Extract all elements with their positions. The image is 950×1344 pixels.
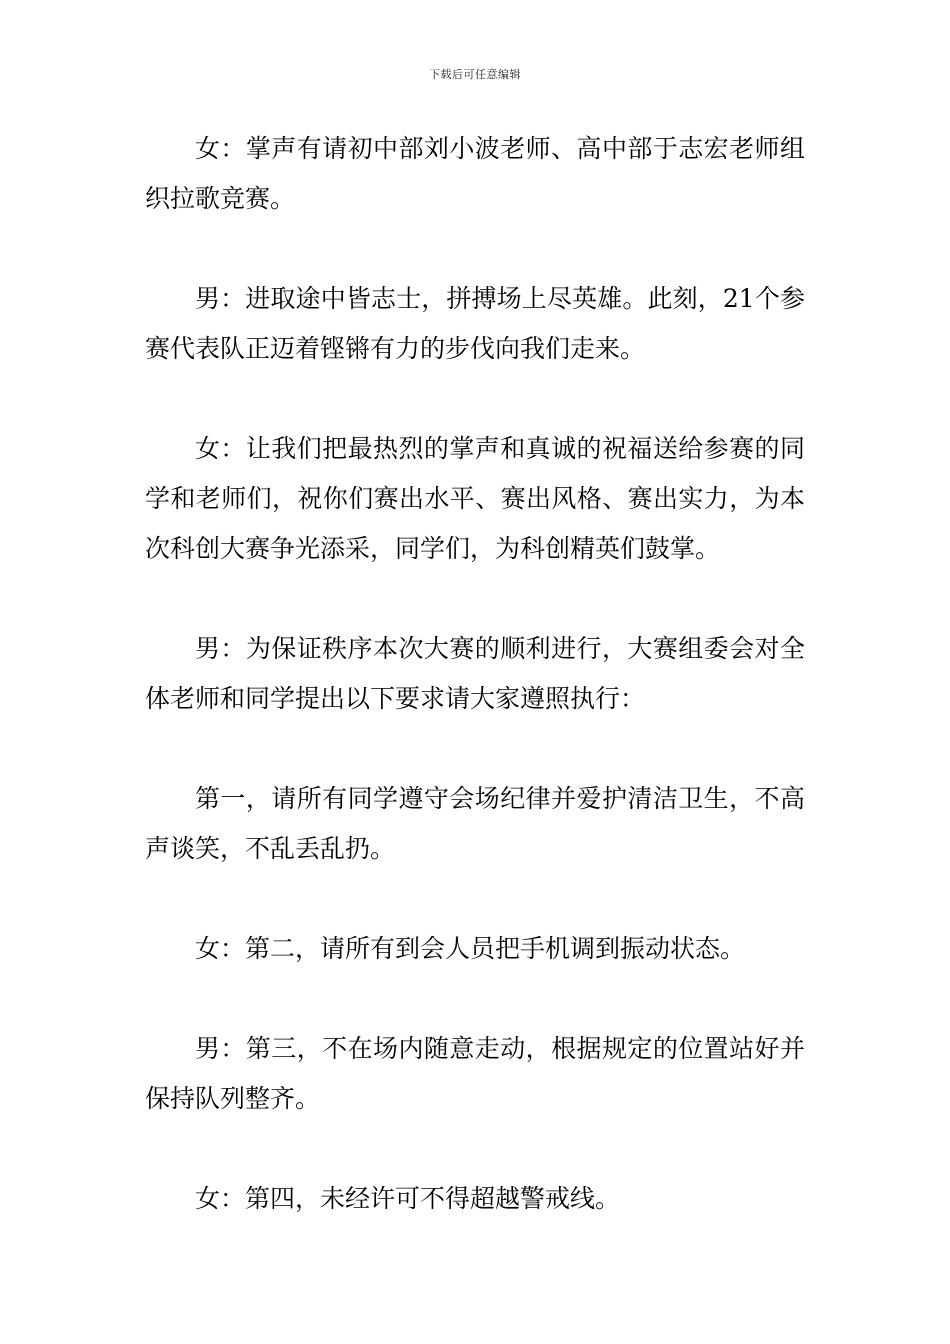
header-note: 下载后可任意编辑 [429, 68, 521, 81]
paragraph: 男：第三，不在场内随意走动，根据规定的位置站好并保持队列整齐。 [145, 1034, 805, 1113]
paragraph: 女：第四，未经许可不得超越警戒线。 [195, 1184, 621, 1213]
paragraph: 女：让我们把最热烈的掌声和真诚的祝福送给参赛的同学和老师们，祝你们赛出水平、赛出风格、赛出实力，为本次科创大赛争光添采，同学们，为科创精英们鼓掌。 [145, 434, 805, 563]
document-body [145, 124, 805, 1274]
paragraph: 女：第二，请所有到会人员把手机调到振动状态。 [195, 934, 746, 963]
paragraph: 第一，请所有同学遵守会场纪律并爱护清洁卫生，不高声谈笑，不乱丢乱扔。 [145, 784, 805, 863]
paragraph: 女：掌声有请初中部刘小波老师、高中部于志宏老师组织拉歌竞赛。 [145, 134, 805, 213]
paragraph: 男：进取途中皆志士，拼搏场上尽英雄。此刻，21个参赛代表队正迈着铿锵有力的步伐向我们走来。 [145, 284, 805, 363]
paragraph: 男：为保证秩序本次大赛的顺利进行，大赛组委会对全体老师和同学提出以下要求请大家遵照执行： [145, 634, 805, 713]
